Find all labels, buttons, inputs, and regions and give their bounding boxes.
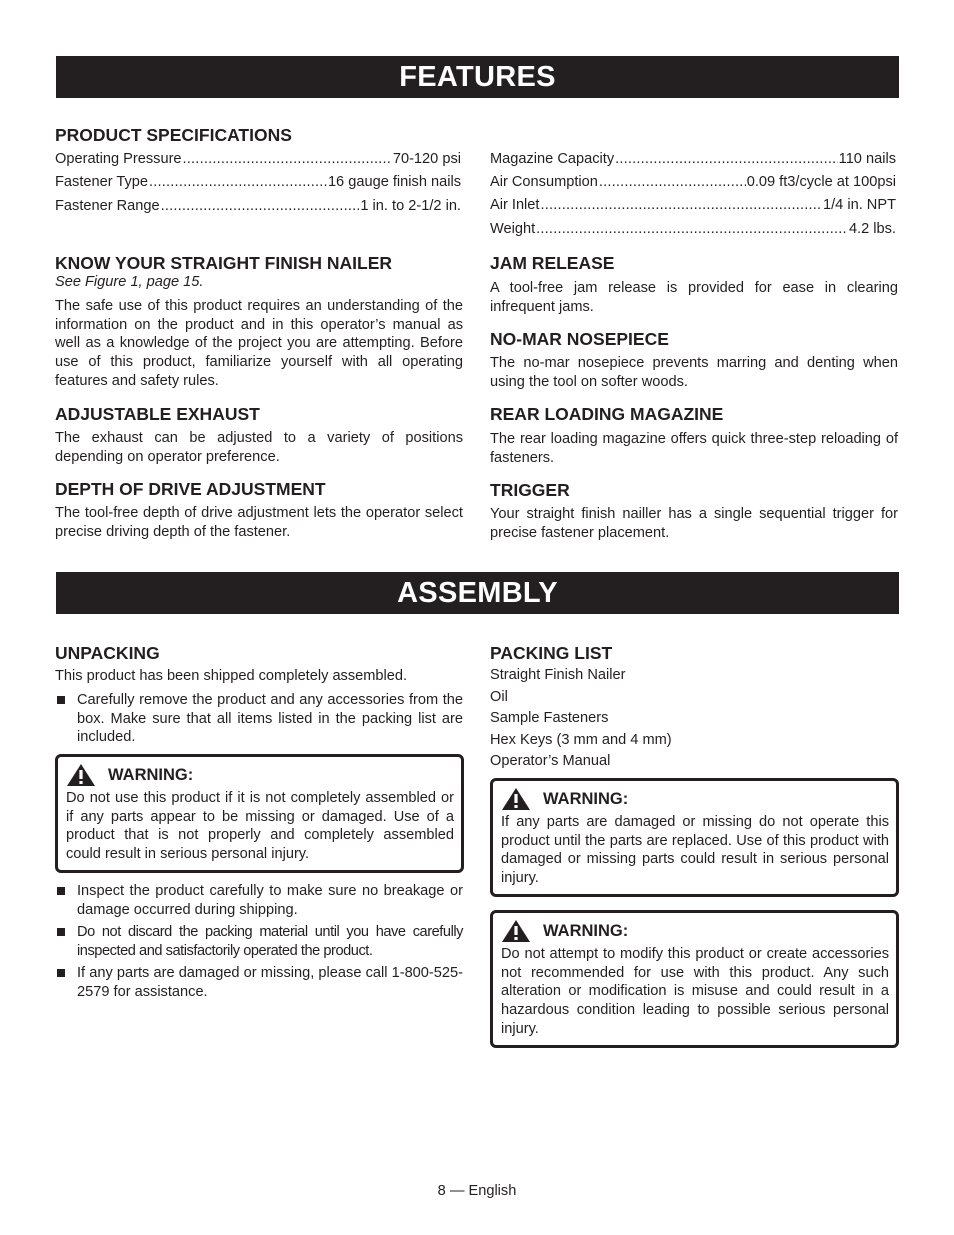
spec-row: Operating Pressure ..... 70-120 psi [55,150,461,168]
spec-row: Magazine Capacity ..... 110 nails [490,150,896,168]
bullet-square-icon [57,928,65,936]
product-specifications-heading: PRODUCT SPECIFICATIONS [55,125,292,145]
features-banner [56,56,899,98]
bullet-square-icon [57,969,65,977]
no-mar-body: The no-mar nosepiece prevents marring and denting when using the tool on softer woods. [490,355,898,390]
features-title: FEATURES [399,60,556,93]
list-item: Straight Finish Nailer [490,667,626,683]
list-item: Inspect the product carefully to make sure no breakage or damage occurred during shipping. [55,882,463,919]
warning-box [55,754,464,873]
warning-triangle-icon [501,919,531,943]
depth-of-drive-body: The tool-free depth of drive adjustment lets the operator select precise driving depth of the fastener. [55,505,463,540]
list-item: Oil [490,688,508,705]
warning-box [490,910,899,1048]
list-item: Do not discard the packing material until you have carefully inspected and satisfactorily operated the product. [55,923,463,960]
packing-list-heading: PACKING LIST [490,643,613,663]
list-item: Sample Fasteners [490,710,609,727]
bullet-square-icon [57,887,65,895]
no-mar-heading: NO-MAR NOSEPIECE [490,329,669,349]
list-item: Operator’s Manual [490,753,611,770]
warning-body: If any parts are damaged or missing do not operate this product until the parts are replaced. Use of this product with damaged or missing parts could result in serious personal injury. [501,814,889,887]
list-item: Hex Keys (3 mm and 4 mm) [490,731,672,748]
jam-release-body: A tool-free jam release is provided for ease in clearing infrequent jams. [490,280,898,315]
trigger-heading: TRIGGER [490,480,570,500]
know-your-nailer-heading: KNOW YOUR STRAIGHT FINISH NAILER [55,253,393,273]
assembly-title: ASSEMBLY [397,576,558,609]
spec-row: Air Consumption ..... 0.09 ft3/cycle at 100psi [490,173,896,191]
unpacking-intro: This product has been shipped completely assembled. [55,668,408,684]
adjustable-exhaust-body: The exhaust can be adjusted to a variety of positions depending on operator preference. [55,430,463,465]
warning-box [490,778,899,897]
adjustable-exhaust-heading: ADJUSTABLE EXHAUST [55,404,260,424]
spec-row: Fastener Type ..... 16 gauge finish nails [55,173,461,191]
jam-release-heading: JAM RELEASE [490,253,615,273]
depth-of-drive-heading: DEPTH OF DRIVE ADJUSTMENT [55,479,326,499]
see-figure-note: See Figure 1, page 15. [55,274,204,290]
warning-body: Do not attempt to modify this product or create accessories not recommended for use with this product. Any such alteration or modification is misuse and could result in a hazardous condition leading to possible serious personal injury. [501,946,889,1037]
spec-row: Air Inlet ..... 1/4 in. NPT [490,196,896,214]
warning-title: WARNING: [543,789,629,808]
warning-triangle-icon [66,763,96,787]
list-item: Carefully remove the product and any accessories from the box. Make sure that all items listed in the packing list are included. [55,691,463,747]
page-footer: 8 — English [437,1183,517,1199]
warning-body: Do not use this product if it is not completely assembled or if any parts appear to be missing or damaged. Use of a product that is not properly and completely assembled could result in serious personal injury. [66,790,454,863]
know-your-nailer-body: The safe use of this product requires an understanding of the information on the product and in this operator’s manual as well as a knowledge of the project you are attempting. Before use of this product, familiarize yourself with all operating features and safety rules. [55,298,463,389]
packing-list [490,665,672,773]
spec-row: Fastener Range ..... 1 in. to 2-1/2 in. [55,197,461,215]
spec-row: Weight ..... 4.2 lbs. [490,220,896,238]
list-item: If any parts are damaged or missing, please call 1-800-525-2579 for assistance. [55,964,463,1001]
rear-loading-body: The rear loading magazine offers quick three-step reloading of fasteners. [490,431,898,466]
trigger-body: Your straight finish nailler has a single sequential trigger for precise fastener placement. [490,506,898,541]
rear-loading-heading: REAR LOADING MAGAZINE [490,404,724,424]
warning-title: WARNING: [543,921,629,940]
warning-triangle-icon [501,787,531,811]
bullet-square-icon [57,696,65,704]
assembly-banner [56,572,899,614]
warning-title: WARNING: [108,765,194,784]
unpacking-heading: UNPACKING [55,643,160,663]
